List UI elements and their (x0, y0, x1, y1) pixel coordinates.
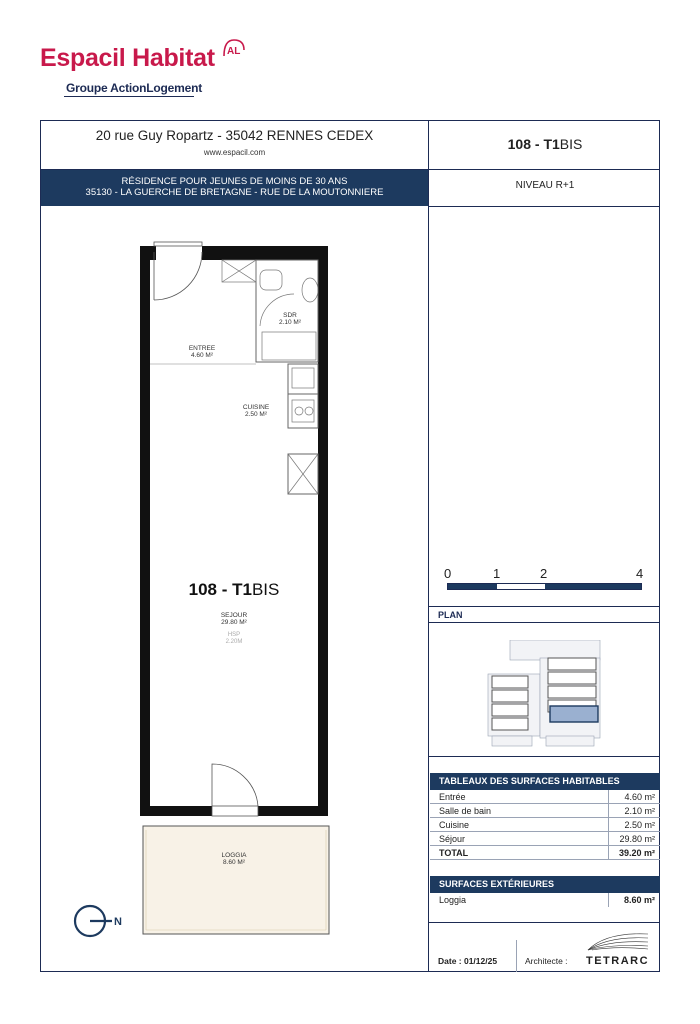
total-label: TOTAL (439, 848, 469, 858)
row-label: Cuisine (439, 820, 470, 830)
unit-type-rest: BIS (559, 136, 583, 152)
hsp-label: HSP 2.20M (225, 632, 243, 645)
total-value: 39.20 m² (608, 846, 660, 859)
row-label: Entrée (439, 792, 466, 802)
scale-segment (448, 584, 497, 589)
scale-segment (497, 584, 545, 589)
key-plan-diagram (480, 640, 610, 750)
table-row (430, 804, 660, 818)
row-value: 2.50 m² (608, 818, 660, 831)
surfaces-exterieures-title: SURFACES EXTÉRIEURES (430, 876, 660, 893)
website: www.espacil.com (203, 148, 266, 157)
north-letter: N (114, 916, 122, 928)
north-arrow-icon (72, 902, 126, 942)
plan-label-divider (428, 622, 660, 623)
row-value: 4.60 m² (608, 790, 660, 803)
logo-group: Groupe ActionLogement (66, 81, 203, 95)
plan-top-divider (428, 606, 660, 607)
loggia-label: LOGGIA 8.60 M² (221, 852, 247, 866)
cuisine-label: CUISINE 2.50 M² (242, 404, 270, 418)
table-row (430, 790, 660, 804)
row-label: Loggia (439, 895, 467, 905)
footer-separator (516, 940, 517, 972)
unit-number: 108 - (507, 136, 544, 152)
plan-label: PLAN (438, 610, 463, 620)
scale-bar (447, 583, 642, 590)
row-value: 2.10 m² (608, 804, 660, 817)
logo-underline (64, 96, 194, 97)
scale-segment (545, 584, 641, 589)
tetrarc-logo-icon (586, 930, 650, 952)
floorplan-unit-title: 108 - T1BIS (188, 580, 280, 599)
scale-tick-0: 0 (444, 566, 452, 581)
logo-badge-icon (222, 38, 246, 58)
row-value: 8.60 m² (608, 893, 660, 907)
surfaces-habitables-title: TABLEAUX DES SURFACES HABITABLES (430, 773, 660, 790)
sejour-label: SEJOUR 29.80 M² (220, 612, 248, 626)
loggia-area (143, 826, 329, 934)
logo-badge-text: AL (227, 46, 241, 57)
column-divider (428, 120, 429, 972)
key-plan-highlight (550, 706, 598, 722)
date-label: Date : 01/12/25 (438, 956, 498, 966)
scale-tick-2: 2 (540, 566, 548, 581)
level-label: NIVEAU R+1 (515, 180, 575, 191)
scale-tick-4: 4 (636, 566, 644, 581)
row-label: Séjour (439, 834, 466, 844)
unit-type-bold: T1 (543, 136, 560, 152)
residence-line2: 35130 - LA GUERCHE DE BRETAGNE - RUE DE LA MOUTONNIERE (85, 186, 384, 198)
residence-line1: RÉSIDENCE POUR JEUNES DE MOINS DE 30 ANS (121, 176, 348, 187)
address: 20 rue Guy Ropartz - 35042 RENNES CEDEX (95, 128, 374, 143)
residence-band (41, 170, 428, 206)
logo-name: Espacil Habitat (40, 44, 215, 72)
architect-label: Architecte : (525, 956, 568, 966)
architect-name: TETRARC (586, 955, 650, 967)
footer-divider (428, 922, 660, 923)
row-label: Salle de bain (439, 806, 492, 816)
table-total-row (430, 846, 660, 860)
unit-title (430, 136, 660, 152)
level-divider (428, 206, 660, 207)
sdr-label: SDR 2.10 M² (278, 312, 302, 326)
entree-label: ENTREE 4.60 M² (188, 345, 216, 359)
tables-divider (428, 756, 660, 757)
table-row (430, 893, 660, 907)
table-row (430, 832, 660, 846)
table-row (430, 818, 660, 832)
scale-tick-1: 1 (493, 566, 501, 581)
row-value: 29.80 m² (608, 832, 660, 845)
